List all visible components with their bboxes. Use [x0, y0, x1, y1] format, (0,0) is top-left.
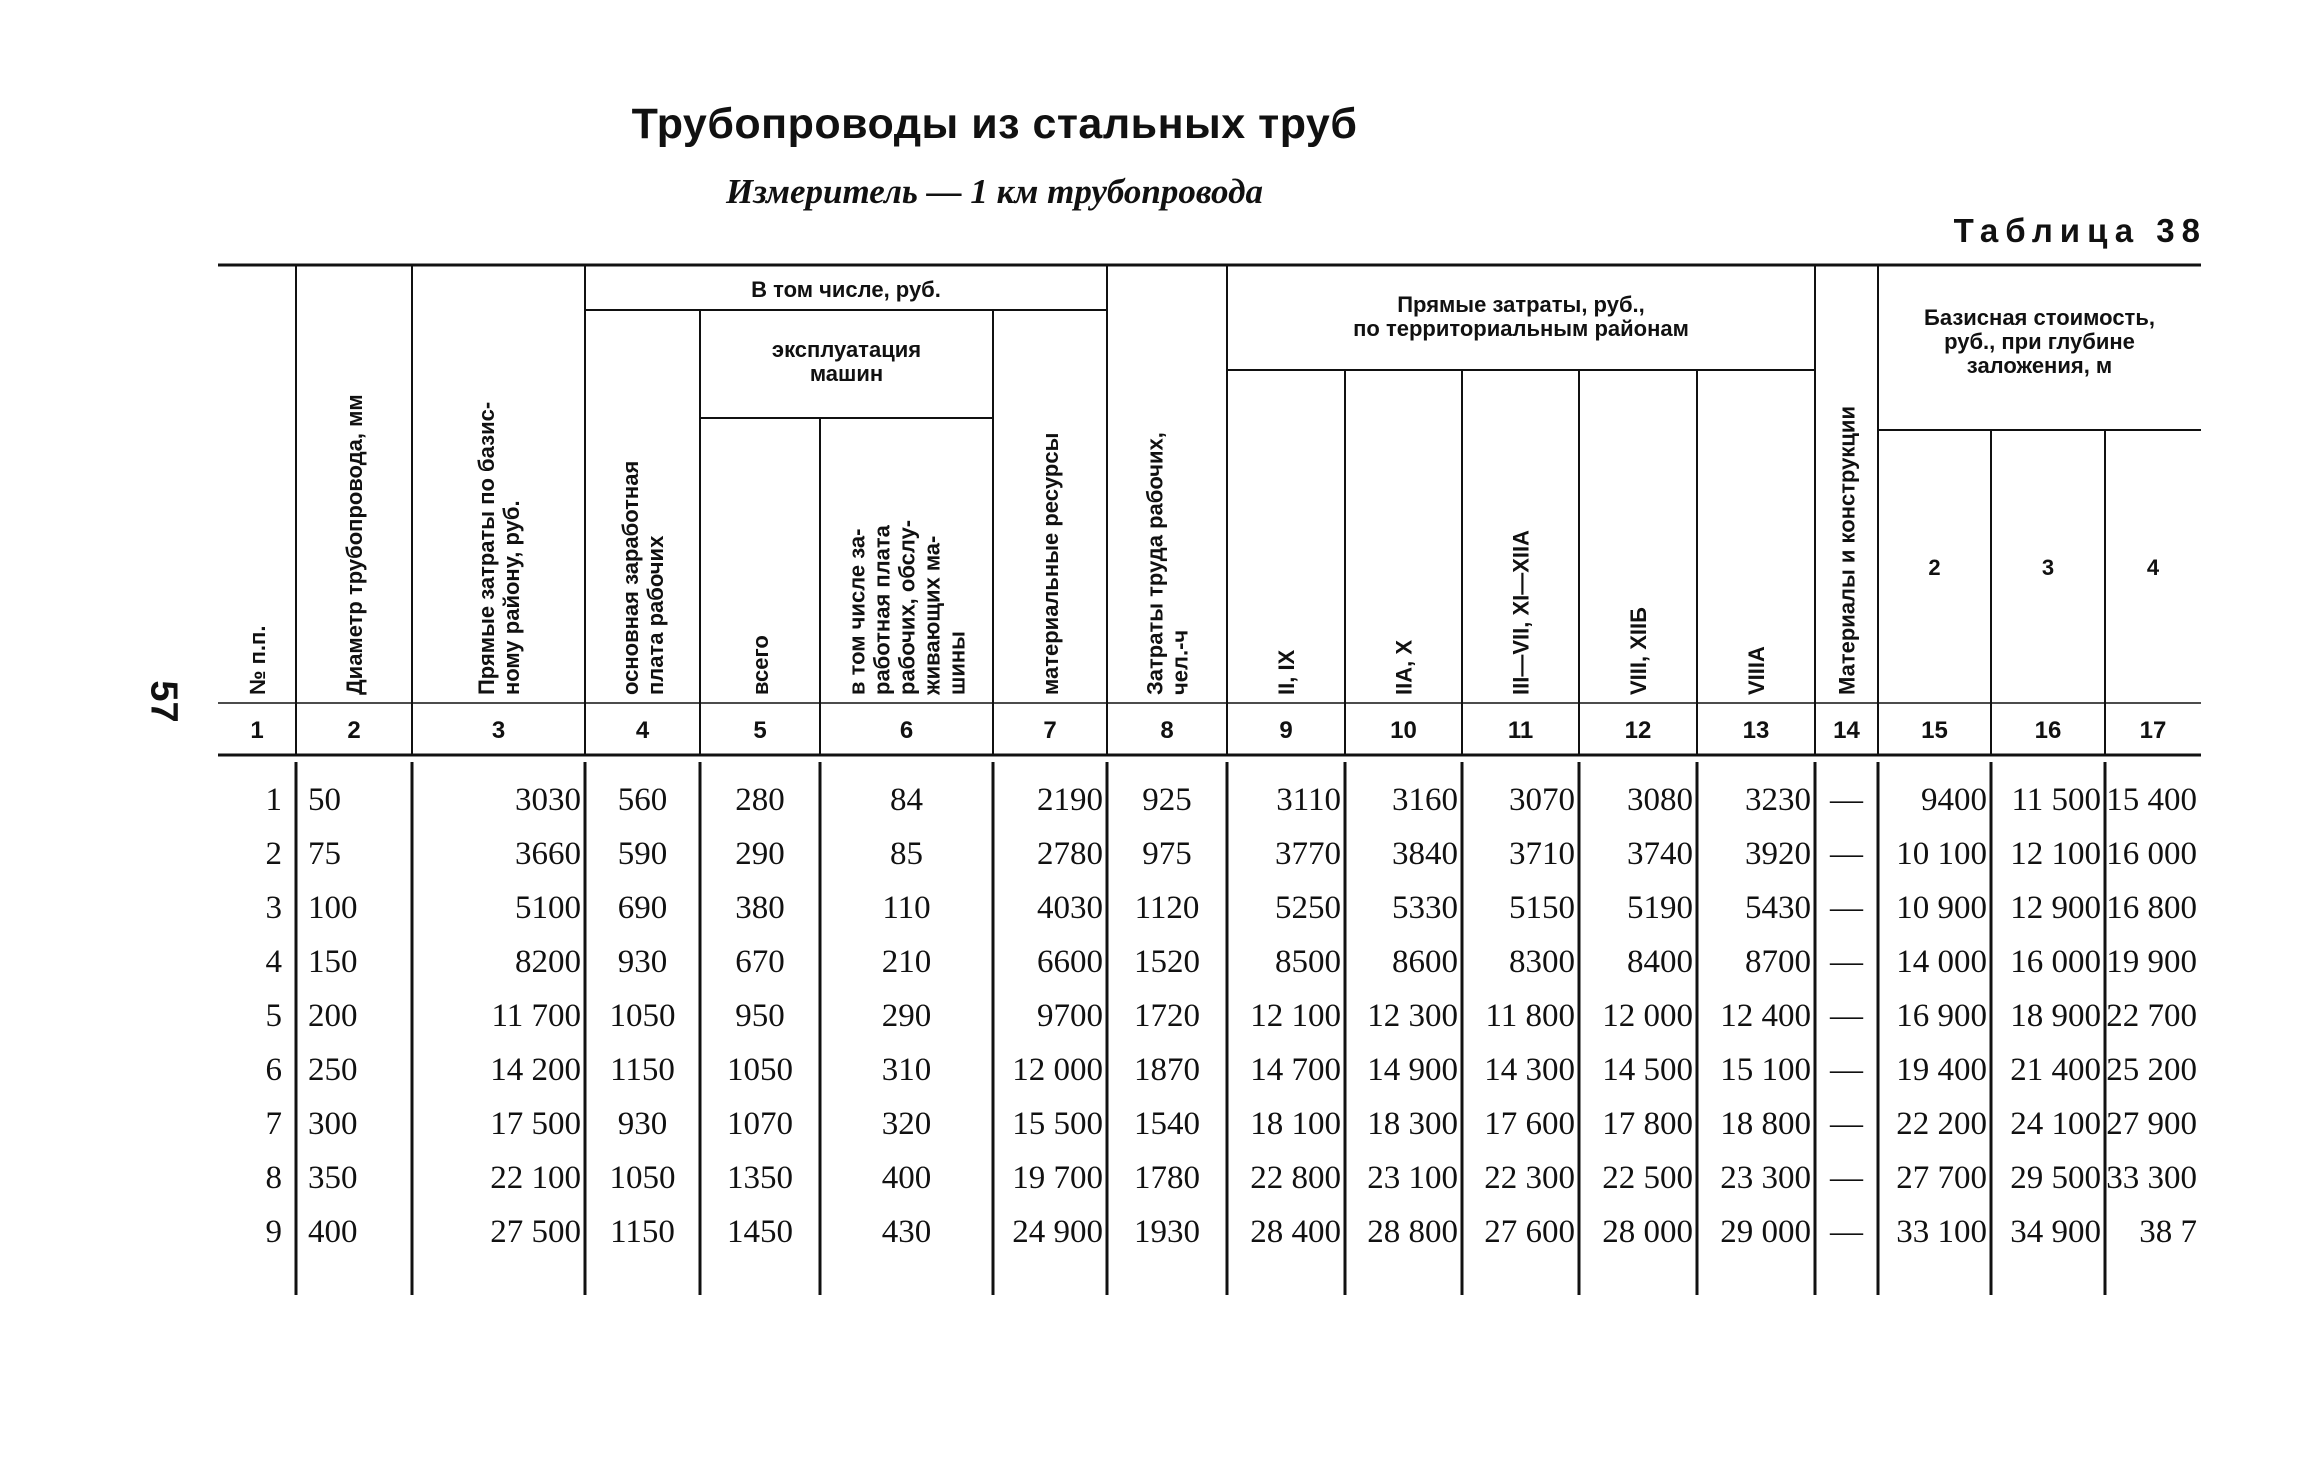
header-group-base: заложения, м: [1966, 353, 2113, 378]
table-cell: 1870: [1134, 1052, 1200, 1088]
table-cell: 22 200: [1896, 1106, 1987, 1142]
header-col-6: в том числе за-: [844, 528, 870, 695]
table-cell: 75: [308, 836, 341, 872]
table-cell: 300: [308, 1106, 358, 1142]
table-cell: 15 500: [1012, 1106, 1103, 1142]
table-cell: 110: [882, 890, 931, 926]
header-col-3: ному району, руб.: [499, 500, 524, 695]
table-cell: 560: [617, 782, 668, 818]
column-number: 11: [1507, 717, 1534, 744]
table-cell: 9400: [1921, 782, 1987, 818]
table-cell: 2: [265, 836, 282, 872]
column-number: 16: [2034, 717, 2062, 744]
table-cell: 3230: [1745, 782, 1811, 818]
header-group-base: Базисная стоимость,: [1924, 305, 2155, 330]
table-cell: 8300: [1509, 944, 1575, 980]
table-cell: 400: [308, 1214, 358, 1250]
table-cell: 3110: [1276, 782, 1341, 818]
table-cell: 8200: [515, 944, 581, 980]
table-cell: 310: [881, 1052, 932, 1088]
table-cell: 12 000: [1602, 998, 1693, 1034]
table-cell: —: [1830, 1052, 1863, 1088]
table-cell: 27 600: [1484, 1214, 1575, 1250]
header-group-regions: по территориальным районам: [1353, 316, 1689, 341]
column-number: 4: [635, 717, 650, 744]
table-cell: 5250: [1275, 890, 1341, 926]
header-col-1: № п.п.: [245, 625, 270, 695]
table-cell: 100: [308, 890, 358, 926]
table-cell: 1720: [1134, 998, 1200, 1034]
header-col-15: 2: [1928, 555, 1941, 580]
table-cell: 1050: [727, 1052, 793, 1088]
header-col-6: работная плата: [869, 525, 895, 695]
page-title: Трубопроводы из стальных труб: [631, 100, 1358, 148]
table-cell: 14 200: [490, 1052, 581, 1088]
table-cell: 4: [265, 944, 282, 980]
table-cell: 28 800: [1367, 1214, 1458, 1250]
header-col-2: Диаметр трубопровода, мм: [342, 394, 367, 695]
table-cell: 11 500: [2011, 782, 2101, 818]
table-cell: 27 700: [1896, 1160, 1987, 1196]
table-cell: 6600: [1037, 944, 1103, 980]
table-label: Таблица 38: [1953, 212, 2207, 249]
table-cell: 1120: [1134, 890, 1200, 926]
header-col-8: чел.-ч: [1167, 629, 1193, 695]
table-cell: 290: [881, 998, 932, 1034]
table-cell: —: [1830, 836, 1863, 872]
table-cell: 290: [735, 836, 785, 872]
column-number: 12: [1624, 717, 1652, 744]
table-cell: 1150: [610, 1052, 675, 1088]
table-cell: 11 700: [491, 998, 581, 1034]
table-cell: 16 000: [2106, 836, 2197, 872]
table-cell: 5430: [1745, 890, 1811, 926]
table-cell: 3160: [1392, 782, 1458, 818]
table-cell: 14 700: [1250, 1052, 1341, 1088]
header-col-8: Затраты труда рабочих,: [1142, 432, 1168, 695]
header-group-regions: Прямые затраты, руб.,: [1397, 292, 1645, 317]
table-cell: 16 900: [1896, 998, 1987, 1034]
table-cell: 9700: [1037, 998, 1103, 1034]
table-grid: [218, 255, 2201, 1305]
table-cell: 3740: [1627, 836, 1693, 872]
table-cell: 9: [265, 1214, 282, 1250]
table-cell: 12 100: [1250, 998, 1341, 1034]
table-cell: 380: [735, 890, 785, 926]
table-cell: 1050: [609, 998, 676, 1034]
table-cell: 3920: [1745, 836, 1811, 872]
table-cell: 18 900: [2010, 998, 2101, 1034]
column-number: 5: [753, 717, 767, 744]
header-col-6: рабочих, обслу-: [894, 519, 920, 695]
table-cell: 4030: [1037, 890, 1103, 926]
column-number: 17: [2139, 717, 2167, 744]
table-cell: 690: [617, 890, 668, 926]
table-cell: 1450: [727, 1214, 793, 1250]
table-cell: 8400: [1627, 944, 1693, 980]
column-number: 6: [899, 717, 914, 744]
table-cell: 5190: [1627, 890, 1693, 926]
table-cell: 350: [308, 1160, 358, 1196]
table-cell: 14 000: [1896, 944, 1987, 980]
header-col-10: IIA, X: [1391, 639, 1417, 695]
table-cell: 3840: [1392, 836, 1458, 872]
column-number: 13: [1742, 717, 1770, 744]
table-cell: —: [1830, 1160, 1863, 1196]
table-cell: 1350: [727, 1160, 793, 1196]
table-cell: 670: [735, 944, 785, 980]
header-group-machines: машин: [809, 361, 884, 386]
header-col-4: плата рабочих: [643, 535, 668, 695]
table-cell: 200: [308, 998, 358, 1034]
header-col-6: живающих ма-: [919, 535, 945, 695]
table-cell: 19 900: [2106, 944, 2197, 980]
table-cell: 17 500: [490, 1106, 581, 1142]
table-cell: 17 800: [1602, 1106, 1693, 1142]
table-cell: 1540: [1134, 1106, 1200, 1142]
table-cell: 10 900: [1896, 890, 1987, 926]
header-col-11: III—VII, XI—XIIA: [1508, 529, 1534, 695]
table-cell: 3660: [515, 836, 581, 872]
table-cell: 50: [308, 782, 341, 818]
table-cell: —: [1830, 1106, 1863, 1142]
table-cell: 3: [265, 890, 282, 926]
column-number: 3: [491, 717, 506, 744]
table-cell: 8500: [1275, 944, 1341, 980]
table-cell: 14 900: [1367, 1052, 1458, 1088]
table-cell: 12 300: [1367, 998, 1458, 1034]
table-cell: 6: [265, 1052, 282, 1088]
table-cell: 38 7: [2139, 1214, 2197, 1250]
column-number: 14: [1833, 717, 1860, 744]
table-cell: 19 700: [1012, 1160, 1103, 1196]
header-group-base: руб., при глубине: [1944, 329, 2135, 354]
table-cell: 16 800: [2106, 890, 2197, 926]
header-col-9: II, IX: [1274, 649, 1299, 695]
table-cell: 33 300: [2106, 1160, 2197, 1196]
table-cell: 27 900: [2106, 1106, 2197, 1142]
table-cell: 19 400: [1896, 1052, 1987, 1088]
table-cell: 590: [617, 836, 668, 872]
header-col-12: VIII, XIIБ: [1626, 607, 1651, 695]
table-cell: 85: [890, 836, 923, 872]
table-cell: 150: [308, 944, 358, 980]
table-cell: 3030: [515, 782, 581, 818]
header-group-incl: В том числе, руб.: [751, 277, 941, 302]
table-cell: 27 500: [490, 1214, 581, 1250]
table-cell: 14 300: [1484, 1052, 1575, 1088]
table-cell: 1780: [1134, 1160, 1200, 1196]
header-col-16: 3: [2041, 555, 2055, 580]
table-cell: 15 400: [2106, 782, 2197, 818]
table-cell: 84: [890, 782, 923, 818]
table-cell: 400: [881, 1160, 932, 1196]
table-cell: —: [1830, 944, 1863, 980]
table-cell: 14 500: [1602, 1052, 1693, 1088]
table-cell: 25 200: [2106, 1052, 2197, 1088]
table-cell: 34 900: [2010, 1214, 2101, 1250]
table-cell: 5150: [1509, 890, 1575, 926]
table-cell: 5330: [1392, 890, 1458, 926]
table-cell: 21 400: [2010, 1052, 2101, 1088]
column-number: 2: [347, 717, 361, 744]
table-cell: 8: [265, 1160, 282, 1196]
table-cell: 975: [1142, 836, 1192, 872]
table-cell: 430: [881, 1214, 932, 1250]
table-cell: 3080: [1627, 782, 1693, 818]
header-col-17: 4: [2146, 555, 2160, 580]
page-number: 57: [142, 680, 185, 723]
table-cell: 930: [617, 944, 668, 980]
table-cell: 3770: [1275, 836, 1341, 872]
header-group-machines: эксплуатация: [771, 337, 922, 362]
header-col-3: Прямые затраты по базис-: [474, 401, 499, 695]
table-cell: 2780: [1037, 836, 1103, 872]
table-cell: 22 700: [2106, 998, 2197, 1034]
table-cell: 22 800: [1250, 1160, 1341, 1196]
table-cell: 18 300: [1367, 1106, 1458, 1142]
table-cell: 22 100: [490, 1160, 581, 1196]
table-cell: 5100: [515, 890, 581, 926]
table-cell: 5: [265, 998, 282, 1034]
column-number: 8: [1160, 717, 1174, 744]
table-cell: —: [1830, 890, 1863, 926]
table-cell: 1050: [609, 1160, 676, 1196]
table-cell: 16 000: [2010, 944, 2101, 980]
table-cell: 28 400: [1250, 1214, 1341, 1250]
column-number: 15: [1921, 717, 1948, 744]
header-col-14: Материалы и конструкции: [1834, 406, 1860, 695]
column-number: 7: [1043, 717, 1057, 744]
table-cell: 17 600: [1484, 1106, 1575, 1142]
table-cell: 8700: [1745, 944, 1811, 980]
column-number: 10: [1390, 717, 1417, 744]
table-cell: 12 900: [2010, 890, 2101, 926]
header-col-7: материальные ресурсы: [1038, 432, 1063, 695]
column-number: 1: [250, 717, 264, 744]
table-cell: 12 100: [2010, 836, 2101, 872]
table-cell: 24 100: [2010, 1106, 2101, 1142]
table-cell: 10 100: [1896, 836, 1987, 872]
header-col-6: шины: [944, 631, 970, 695]
table-cell: 29 500: [2010, 1160, 2101, 1196]
table-cell: 210: [881, 944, 932, 980]
column-number: 9: [1279, 717, 1293, 744]
header-col-13: VIIIA: [1744, 646, 1769, 695]
table-cell: 18 800: [1720, 1106, 1811, 1142]
table-cell: 320: [881, 1106, 932, 1142]
table-cell: 24 900: [1012, 1214, 1103, 1250]
table-cell: 15 100: [1720, 1052, 1811, 1088]
table-cell: 23 300: [1720, 1160, 1811, 1196]
table-cell: 950: [735, 998, 785, 1034]
table-cell: 18 100: [1250, 1106, 1341, 1142]
table-cell: 250: [308, 1052, 358, 1088]
table-cell: 33 100: [1896, 1214, 1987, 1250]
table-cell: 3710: [1509, 836, 1575, 872]
header-col-4: основная заработная: [618, 460, 643, 695]
table-cell: 925: [1142, 782, 1192, 818]
table-cell: 12 400: [1720, 998, 1811, 1034]
table-cell: —: [1830, 1214, 1863, 1250]
table-cell: 2190: [1037, 782, 1103, 818]
table-cell: 3070: [1509, 782, 1575, 818]
table-cell: 29 000: [1720, 1214, 1811, 1250]
table-cell: 8600: [1392, 944, 1458, 980]
table-cell: 28 000: [1602, 1214, 1693, 1250]
table-cell: —: [1830, 782, 1863, 818]
table-cell: —: [1830, 998, 1863, 1034]
table-cell: 1: [265, 782, 282, 818]
header-col-5: всего: [748, 635, 773, 695]
table-cell: 280: [735, 782, 785, 818]
table-cell: 22 300: [1484, 1160, 1575, 1196]
table-cell: 12 000: [1012, 1052, 1103, 1088]
table-cell: 22 500: [1602, 1160, 1693, 1196]
table-cell: 930: [617, 1106, 668, 1142]
table-cell: 7: [265, 1106, 282, 1142]
table-cell: 1070: [727, 1106, 793, 1142]
table-cell: 1520: [1134, 944, 1200, 980]
data-table: [218, 255, 2201, 1305]
table-cell: 11 800: [1485, 998, 1575, 1034]
table-cell: 23 100: [1367, 1160, 1458, 1196]
table-cell: 1930: [1134, 1214, 1200, 1250]
page-subtitle: Измеритель — 1 км трубопровода: [726, 172, 1263, 211]
table-cell: 1150: [610, 1214, 675, 1250]
